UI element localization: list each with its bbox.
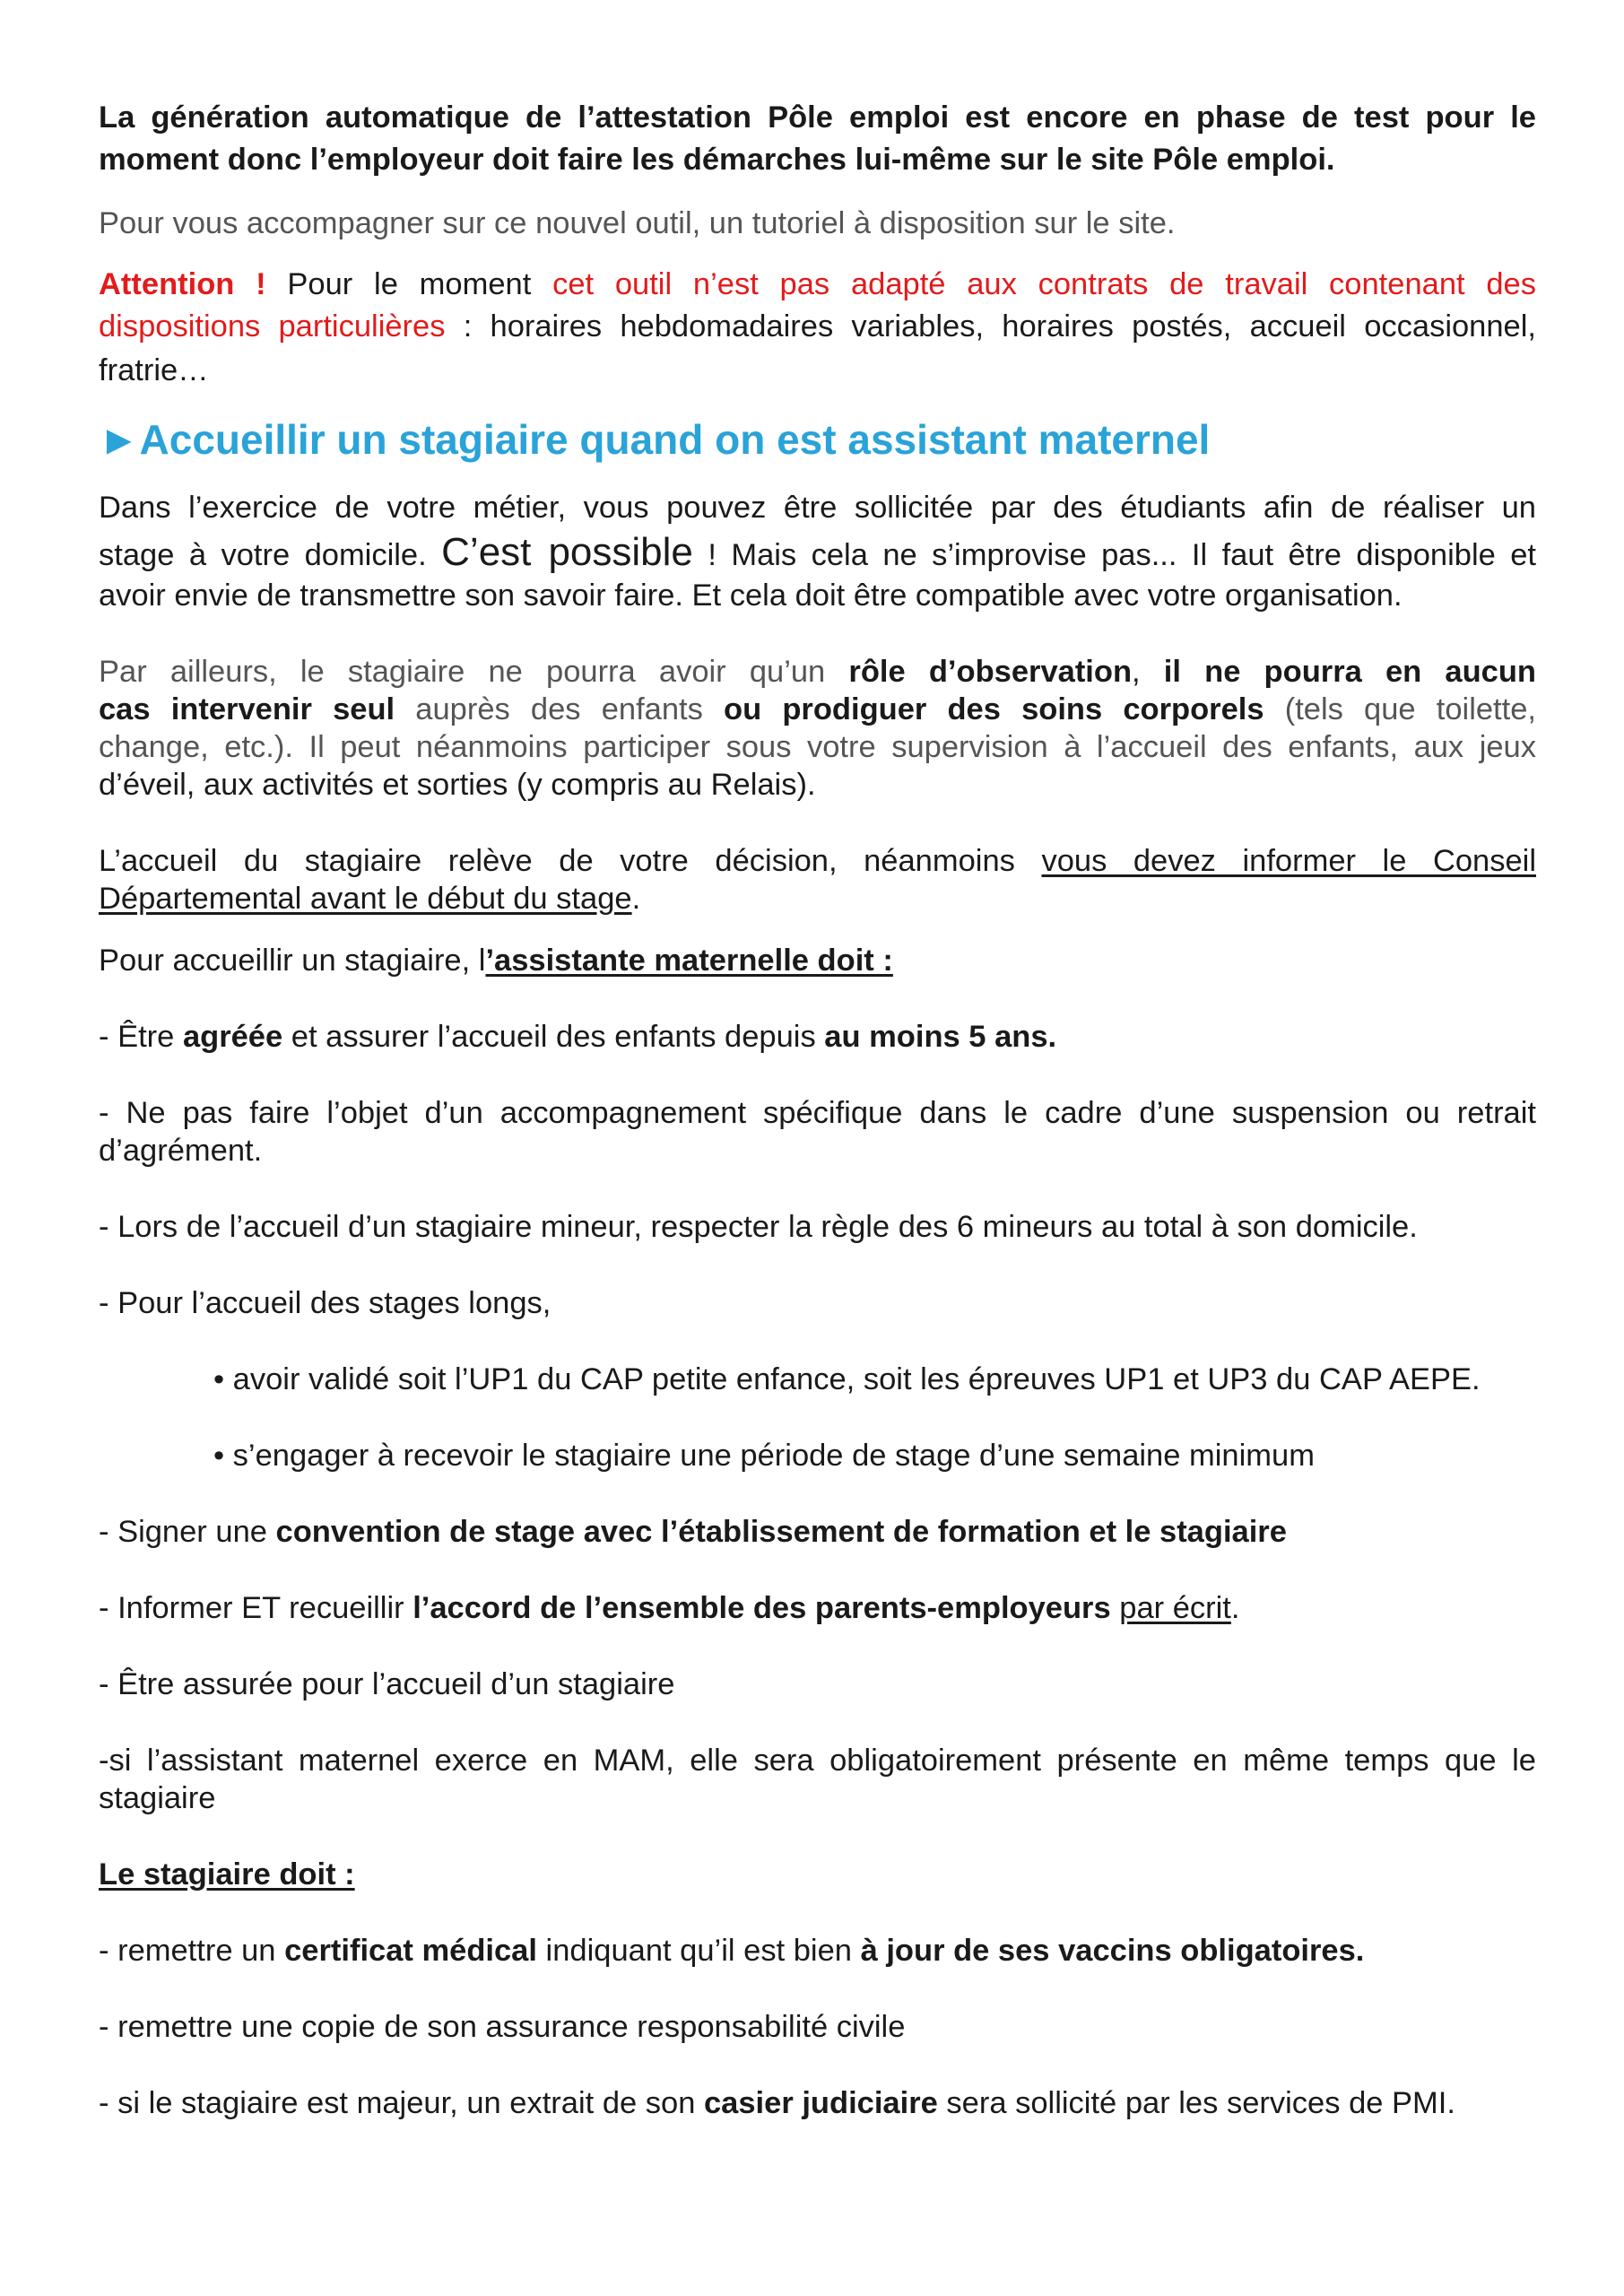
bullet-minimum-week: • s’engager à recevoir le stagiaire une période de stage d’une semaine minimum <box>213 1439 1315 1473</box>
p2-line-3: change, etc.). Il peut néanmoins participer sous votre supervision à l’accueil des enfants, aux jeux <box>99 730 1536 764</box>
requirements-intro: Pour accueillir un stagiaire, l’assistante maternelle doit : <box>99 944 893 978</box>
attention-line-2: dispositions particulières : horaires hebdomadaires variables, horaires postés, accueil occasionnel, <box>99 309 1536 344</box>
requirement-long-stages: - Pour l’accueil des stages longs, <box>99 1286 551 1320</box>
p2-line-2: cas intervenir seul auprès des enfants ou prodiguer des soins corporels (tels que toilette, <box>99 692 1536 726</box>
p3-line-2: Départemental avant le début du stage. <box>99 882 641 916</box>
bullet-cap-validation: • avoir validé soit l’UP1 du CAP petite enfance, soit les épreuves UP1 et UP3 du CAP AEPE. <box>213 1362 1481 1396</box>
p1-line-3: avoir envie de transmettre son savoir faire. Et cela doit être compatible avec votre organisation. <box>99 578 1403 613</box>
p2-line-1: Par ailleurs, le stagiaire ne pourra avoir qu’un rôle d’observation, il ne pourra en aucun <box>99 655 1536 689</box>
intro-bold-line-1: La génération automatique de l’attestation Pôle emploi est encore en phase de test pour le <box>99 100 1536 135</box>
section-heading: ►Accueillir un stagiaire quand on est assistant maternel <box>99 416 1211 463</box>
trainee-insurance-copy: - remettre une copie de son assurance responsabilité civile <box>99 2010 906 2044</box>
p1-line-1: Dans l’exercice de votre métier, vous pouvez être sollicitée par des étudiants afin de réaliser un <box>99 491 1536 525</box>
requirement-mam-1: -si l’assistant maternel exerce en MAM, elle sera obligatoirement présente en même temps que le <box>99 1744 1536 1778</box>
requirement-agreement: - Être agréée et assurer l’accueil des enfants depuis au moins 5 ans. <box>99 1020 1057 1054</box>
attention-line-3: fratrie… <box>99 353 209 387</box>
p3-line-1: L’accueil du stagiaire relève de votre décision, néanmoins vous devez informer le Conseil <box>99 844 1536 878</box>
requirement-no-suspension-1: - Ne pas faire l’objet d’un accompagnement spécifique dans le cadre d’une suspension ou retrait <box>99 1096 1536 1130</box>
requirement-minors-rule: - Lors de l’accueil d’un stagiaire mineur, respecter la règle des 6 mineurs au total à son domicile. <box>99 1210 1418 1244</box>
tutorial-note: Pour vous accompagner sur ce nouvel outil, un tutoriel à disposition sur le site. <box>99 206 1176 240</box>
trainee-heading: Le stagiaire doit : <box>99 1857 355 1892</box>
emphasis-possible: C’est possible <box>441 530 693 574</box>
requirement-convention: - Signer une convention de stage avec l’établissement de formation et le stagiaire <box>99 1515 1287 1549</box>
requirement-parents-consent: - Informer ET recueillir l’accord de l’ensemble des parents-employeurs par écrit. <box>99 1591 1240 1625</box>
trainee-medical-certificate: - remettre un certificat médical indiquant qu’il est bien à jour de ses vaccins obligatoires. <box>99 1934 1365 1968</box>
intro-bold-line-2: moment donc l’employeur doit faire les démarches lui-même sur le site Pôle emploi. <box>99 143 1335 177</box>
requirement-mam-2: stagiaire <box>99 1781 216 1815</box>
attention-warning: cet outil n’est pas adapté aux contrats de travail contenant des <box>552 267 1536 301</box>
requirement-no-suspension-2: d’agrément. <box>99 1134 263 1168</box>
p2-line-4: d’éveil, aux activités et sorties (y compris au Relais). <box>99 768 816 802</box>
p1-line-2: stage à votre domicile. C’est possible ! Mais cela ne s’improvise pas... Il faut être disponible et <box>99 530 1536 574</box>
attention-label: Attention ! <box>99 267 266 301</box>
attention-line-1: Attention ! Pour le moment cet outil n’est pas adapté aux contrats de travail contenant des <box>99 267 1536 301</box>
trainee-criminal-record: - si le stagiaire est majeur, un extrait de son casier judiciaire sera sollicité par les services de PMI. <box>99 2086 1455 2120</box>
requirement-insurance: - Être assurée pour l’accueil d’un stagiaire <box>99 1667 675 1701</box>
